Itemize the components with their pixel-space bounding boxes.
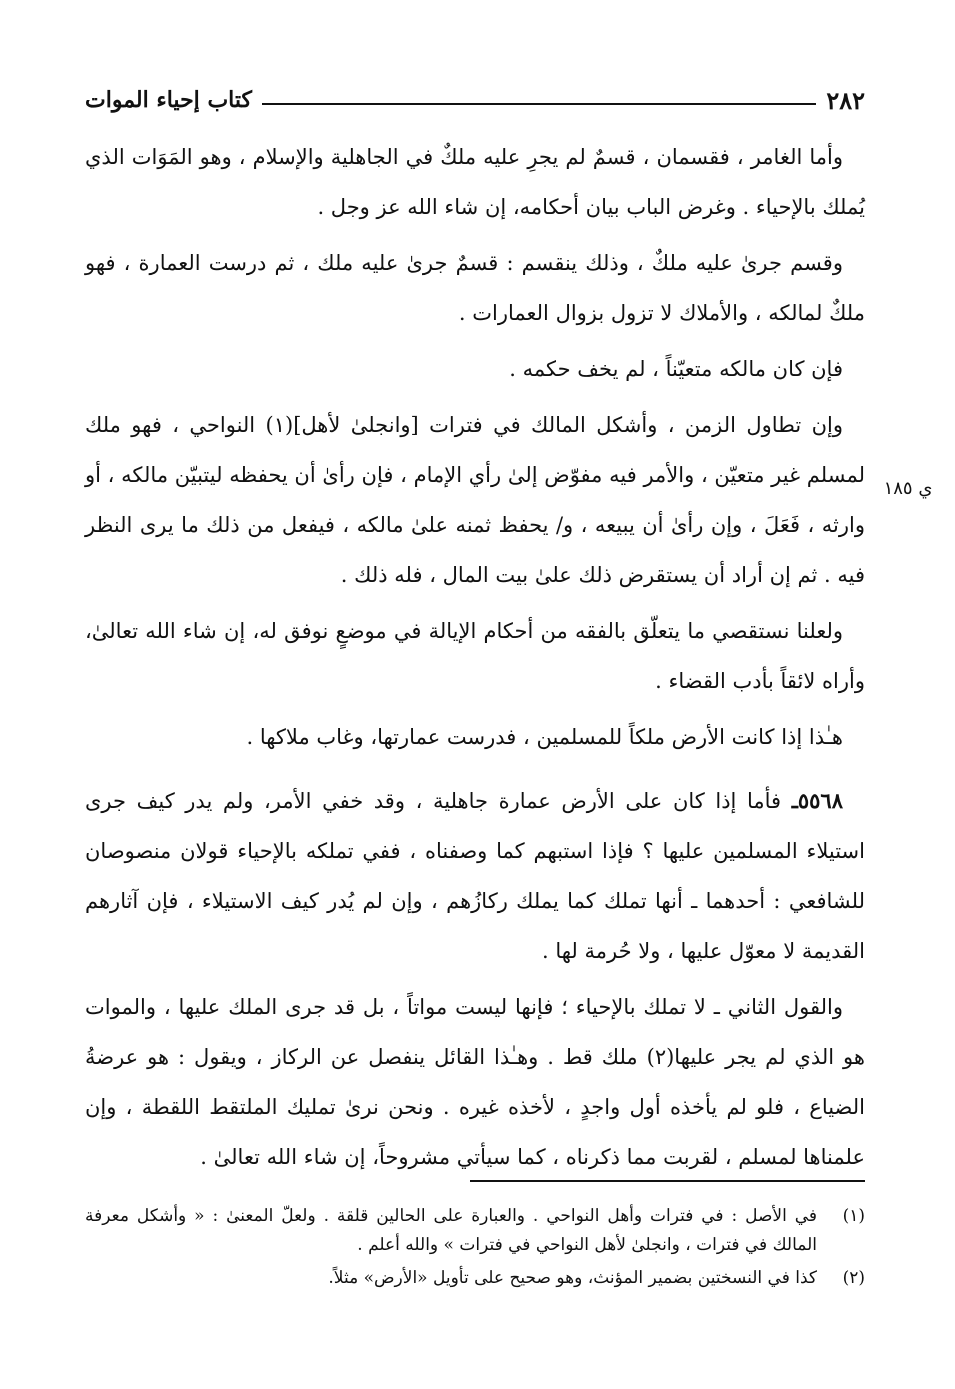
footnote-mark: (٢) <box>842 1268 865 1288</box>
footnote-text: كذا في النسختين بضمير المؤنث، وهو صحيح على تأويل «الأرض» مثلاً. <box>328 1268 817 1288</box>
paragraph: هـٰذا إذا كانت الأرض ملكاً للمسلمين ، فدرست عمارتها، وغاب ملاكها . <box>246 725 843 749</box>
footnote <box>85 1202 865 1260</box>
paragraph: ولعلنا نستقصي ما يتعلّق بالفقه من أحكام الإيالة في موضعٍ نوفق له، إن شاء الله تعالىٰ، وأراه لائقاً بأدب القضاء . <box>85 619 865 693</box>
page-number: ٢٨٢ <box>826 85 865 115</box>
header-rule <box>262 103 816 105</box>
paragraph: وإن تطاول الزمن ، وأشكل المالك في فترات [وانجلىٰ لأهل](١) النواحي ، فهو ملك لمسلم غير متعيّن ، والأمر فيه مفوّض إلىٰ رأي الإمام ، فإن رأىٰ أن يحفظه ليتبيّن مالكه ، أو وارثه ، فَعَلَ ، وإن رأىٰ أن يبيعه ، و/ يحفظ ثمنه علىٰ مالكه ، فيفعل من ذلك ما يرى النظر فيه . ثم إن أراد أن يستقرض ذلك علىٰ بيت المال ، فله ذلك . <box>85 413 865 587</box>
section-text: فأما إذا كان على الأرض عمارة جاهلية ، وقد خفي الأمر، ولم يدر كيف جرى استيلاء المسلمين عليها ؟ فإذا استبهم كما وصفناه ، ففي تملكه بالإحياء قولان منصوصان للشافعي : أحدهما ـ أنها تملك كما يملك ركازُهم ، وإن لم يُدر كيف الاستيلاء ، فإن آثارهم القديمة لا معوّل عليها ، ولا حُرمة لها . <box>85 789 865 963</box>
paragraph: وقسم جرىٰ عليه ملكٌ ، وذلك ينقسم : قسمٌ جرىٰ عليه ملك ، ثم درست العمارة ، فهو ملكٌ لمالكه ، والأملاك لا تزول بزوال العمارات . <box>85 251 865 325</box>
footnotes <box>85 1202 865 1297</box>
paragraph: فإن كان مالكه متعيّناً ، لم يخف حكمه . <box>509 357 843 381</box>
main-text <box>85 132 865 1188</box>
page-header <box>85 80 865 120</box>
footnote <box>85 1264 865 1293</box>
section-number: ٥٥٦٨ـ <box>791 788 843 813</box>
section-paragraph <box>85 776 865 976</box>
footnote-separator <box>470 1180 865 1182</box>
paragraph: وأما الغامر ، فقسمان ، قسمٌ لم يجرِ عليه ملكٌ في الجاهلية والإسلام ، وهو المَوَات الذي يُملك بالإحياء . وغرض الباب بيان أحكامه، إن شاء الله عز وجل . <box>85 145 865 219</box>
running-title: كتاب إحياء الموات <box>85 87 252 113</box>
paragraph: والقول الثاني ـ لا تملك بالإحياء ؛ فإنها ليست مواتاً ، بل قد جرى الملك عليها ، والموات هو الذي لم يجر عليها(٢) ملك قط . وهـٰذا القائل ينفصل عن الركاز ، ويقول : هو عرضةُ الضياع ، فلو لم يأخذه أول واجدٍ ، لأخذه غيره . ونحن نرىٰ تمليك الملتقط اللقطة ، وإن علمناها لمسلم ، لقربت مما ذكرناه ، كما سيأتي مشروحاً، إن شاء الله تعالىٰ . <box>85 995 865 1169</box>
footnote-text: في الأصل : في فترات وأهل النواحي . والعبارة على الحالين قلقة . ولعلّ المعنىٰ : « وأشكل معرفة المالك في فترات ، وانجلىٰ لأهل النواحي في فترات » والله أعلم . <box>85 1206 817 1255</box>
margin-manuscript-reference: ي ١٨٥ <box>883 478 933 499</box>
footnote-mark: (١) <box>842 1206 865 1226</box>
